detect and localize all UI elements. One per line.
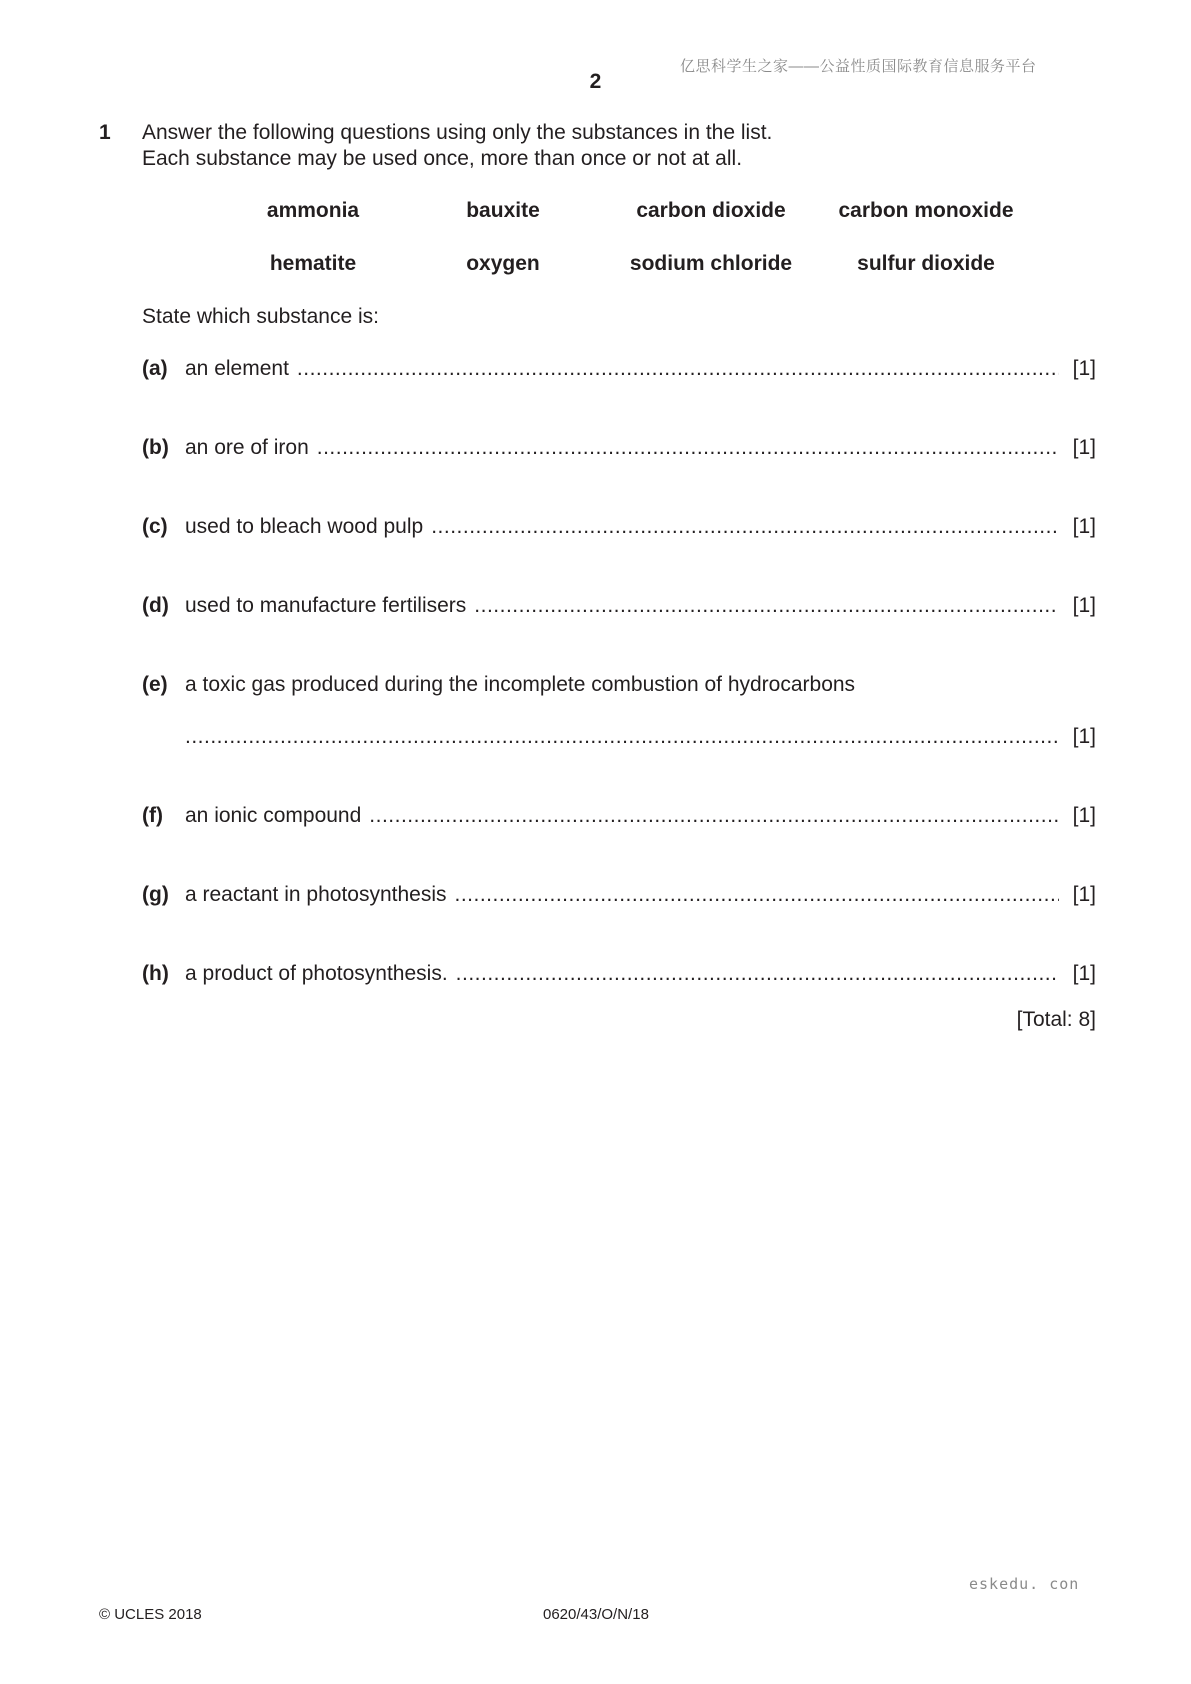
answer-line[interactable] xyxy=(185,725,1059,749)
footer-watermark: eskedu. con xyxy=(969,1575,1080,1593)
footer-copyright: © UCLES 2018 xyxy=(99,1606,202,1623)
mark-allocation: [1] xyxy=(1072,357,1096,380)
answer-line[interactable] xyxy=(456,962,1059,986)
total-marks: [Total: 8] xyxy=(1016,1008,1096,1031)
substance-item: sodium chloride xyxy=(629,252,793,275)
part-text: a toxic gas produced during the incomplete combustion of hydrocarbons xyxy=(185,673,856,696)
part-text: an element xyxy=(185,357,289,380)
question-part-e-answer xyxy=(142,725,1096,753)
question-part-h xyxy=(142,962,1096,990)
question-part-f xyxy=(142,804,1096,832)
answer-line[interactable] xyxy=(317,436,1059,460)
part-label: (d) xyxy=(142,594,169,617)
page-number: 2 xyxy=(589,70,602,93)
part-text: used to manufacture fertilisers xyxy=(185,594,467,617)
header-watermark: 亿思科学生之家——公益性质国际教育信息服务平台 xyxy=(680,58,1037,75)
question-part-d xyxy=(142,594,1096,622)
question-intro-line-2: Each substance may be used once, more than once or not at all. xyxy=(142,147,743,170)
mark-allocation: [1] xyxy=(1072,804,1096,827)
question-part-a xyxy=(142,357,1096,385)
substance-item: hematite xyxy=(269,252,357,275)
part-text: a product of photosynthesis. xyxy=(185,962,448,985)
mark-allocation: [1] xyxy=(1072,725,1096,748)
part-label: (h) xyxy=(142,962,169,985)
footer-paper-code: 0620/43/O/N/18 xyxy=(543,1606,649,1623)
substance-item: ammonia xyxy=(266,199,360,222)
part-text: used to bleach wood pulp xyxy=(185,515,424,538)
part-text: a reactant in photosynthesis xyxy=(185,883,447,906)
mark-allocation: [1] xyxy=(1072,436,1096,459)
part-label: (c) xyxy=(142,515,168,538)
mark-allocation: [1] xyxy=(1072,883,1096,906)
answer-line[interactable] xyxy=(474,594,1058,618)
question-number: 1 xyxy=(99,121,111,144)
substance-item: carbon monoxide xyxy=(838,199,1014,222)
mark-allocation: [1] xyxy=(1072,515,1096,538)
question-prompt: State which substance is: xyxy=(142,305,379,328)
substance-item: carbon dioxide xyxy=(636,199,786,222)
part-label: (a) xyxy=(142,357,168,380)
question-intro-line-1: Answer the following questions using only the substances in the list. xyxy=(142,121,773,144)
question-part-b xyxy=(142,436,1096,464)
question-part-c xyxy=(142,515,1096,543)
part-text: an ionic compound xyxy=(185,804,362,827)
substance-item: sulfur dioxide xyxy=(857,252,995,275)
part-label: (f) xyxy=(142,804,163,827)
mark-allocation: [1] xyxy=(1072,594,1096,617)
answer-line[interactable] xyxy=(297,357,1059,381)
substance-item: oxygen xyxy=(466,252,540,275)
answer-line[interactable] xyxy=(431,515,1058,539)
answer-line[interactable] xyxy=(455,883,1059,907)
part-label: (g) xyxy=(142,883,169,906)
mark-allocation: [1] xyxy=(1072,962,1096,985)
question-part-g xyxy=(142,883,1096,911)
substance-item: bauxite xyxy=(466,199,540,222)
question-part-e xyxy=(142,673,1096,701)
part-label: (e) xyxy=(142,673,168,696)
answer-line[interactable] xyxy=(369,804,1058,828)
part-label: (b) xyxy=(142,436,169,459)
part-text: an ore of iron xyxy=(185,436,309,459)
